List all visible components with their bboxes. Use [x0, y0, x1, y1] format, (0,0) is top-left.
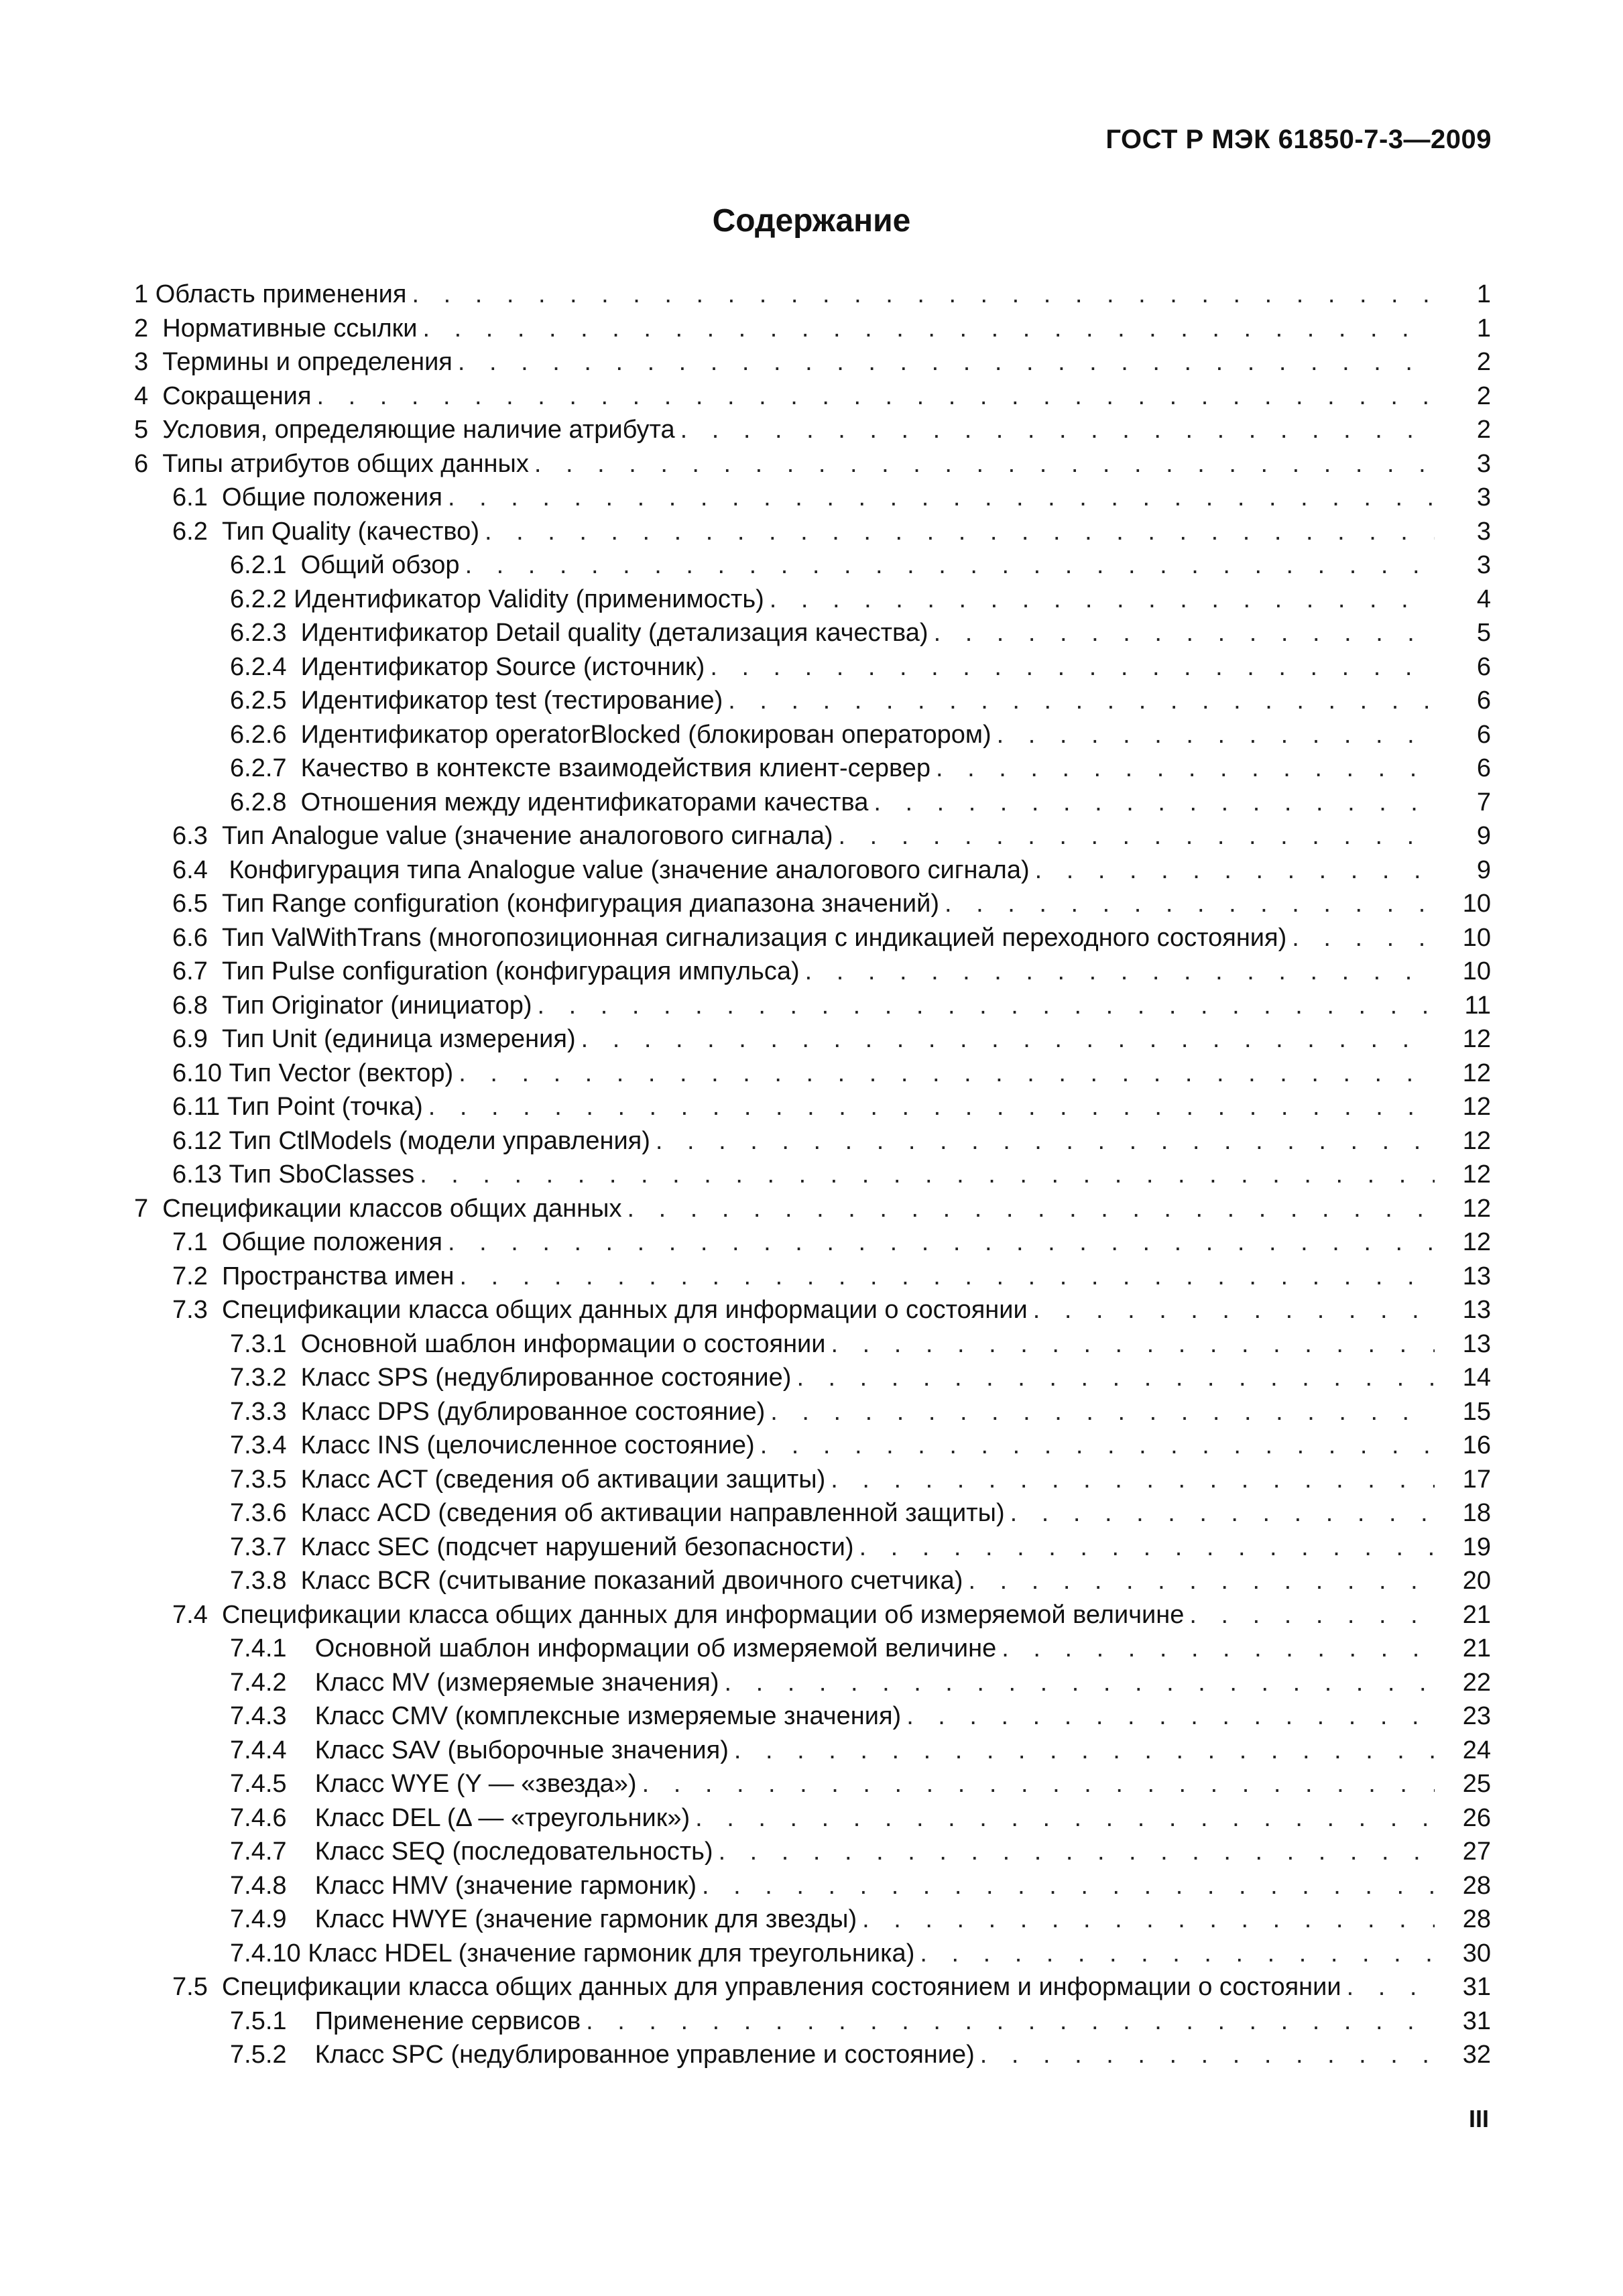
toc-dot-leader: [760, 1429, 1435, 1463]
toc-entry-page: 14: [1462, 1364, 1491, 1392]
toc-dot-leader: [1189, 1598, 1435, 1632]
toc-dot-leader: [465, 548, 1435, 583]
toc-entry[interactable]: [134, 786, 1491, 820]
toc-entry-label: 6.2.3 Идентификатор Detail quality (детализация качества): [230, 619, 928, 647]
toc-entry-page: 4: [1476, 585, 1491, 613]
toc-dot-leader: [448, 481, 1435, 515]
toc-entry-page: 1: [1476, 280, 1491, 308]
toc-entry-page: 3: [1476, 551, 1491, 579]
toc-entry-label: 7.3.4 Класс INS (целочисленное состояние): [230, 1431, 755, 1459]
toc-entry[interactable]: [134, 1902, 1491, 1937]
toc-dot-leader: [642, 1767, 1435, 1801]
toc-entry-label: 7.3 Спецификации класса общих данных для информации о состоянии: [172, 1296, 1028, 1324]
toc-entry-label: 7.3.5 Класс ACT (сведения об активации защиты): [230, 1465, 826, 1494]
toc-entry-label: 6.7 Тип Pulse configuration (конфигурация импульса): [172, 957, 800, 985]
toc-entry[interactable]: [134, 548, 1491, 583]
toc-dot-leader: [710, 650, 1435, 684]
toc-dot-leader: [1035, 853, 1435, 888]
toc-entry-label: 7.3.2 Класс SPS (недублированное состояние): [230, 1364, 792, 1392]
toc-entry-label: 6.2.7 Качество в контексте взаимодействия клиент-сервер: [230, 754, 930, 782]
toc-dot-leader: [805, 955, 1435, 989]
toc-dot-leader: [485, 515, 1435, 549]
toc-entry[interactable]: [134, 1530, 1491, 1565]
toc-entry-label: 6 Типы атрибутов общих данных: [134, 449, 529, 478]
toc-dot-leader: [534, 447, 1435, 481]
toc-entry[interactable]: [134, 1632, 1491, 1666]
toc-dot-leader: [770, 583, 1435, 617]
toc-entry-page: 2: [1476, 381, 1491, 410]
toc-dot-leader: [538, 989, 1435, 1023]
page-title: Содержание: [712, 203, 911, 239]
toc-dot-leader: [1292, 921, 1435, 955]
toc-entry-page: 6: [1476, 754, 1491, 782]
toc-dot-leader: [725, 1666, 1435, 1700]
toc-dot-leader: [1010, 1496, 1435, 1530]
toc-entry-page: 7: [1476, 788, 1491, 817]
toc-entry[interactable]: [134, 515, 1491, 549]
toc-entry[interactable]: [134, 1699, 1491, 1734]
toc-entry-page: 28: [1462, 1905, 1491, 1933]
toc-dot-leader: [680, 413, 1435, 447]
toc-entry-page: 15: [1462, 1397, 1491, 1426]
toc-entry-page: 2: [1476, 416, 1491, 444]
toc-entry[interactable]: [134, 1937, 1491, 1971]
toc-entry[interactable]: [134, 1666, 1491, 1700]
toc-entry-page: 13: [1462, 1262, 1491, 1290]
toc-entry-label: 7.1 Общие положения: [172, 1228, 442, 1256]
toc-dot-leader: [734, 1734, 1435, 1768]
toc-entry-page: 20: [1462, 1567, 1491, 1595]
toc-entry-label: 5 Условия, определяющие наличие атрибута: [134, 416, 675, 444]
toc-entry-label: 7.4.3 Класс CMV (комплексные измеряемые значения): [230, 1702, 902, 1730]
toc-entry-label: 6.8 Тип Originator (инициатор): [172, 991, 532, 1020]
toc-entry-page: 12: [1462, 1126, 1491, 1155]
toc-entry[interactable]: [134, 616, 1491, 650]
toc-entry-page: 21: [1462, 1634, 1491, 1663]
toc-entry-label: 7.4 Спецификации класса общих данных для информации об измеряемой величине: [172, 1600, 1185, 1629]
toc-dot-leader: [934, 616, 1435, 650]
toc-entry-label: 7.4.9 Класс HWYE (значение гармоник для звезды): [230, 1905, 857, 1933]
toc-entry-label: 4 Сокращения: [134, 381, 312, 410]
toc-dot-leader: [906, 1699, 1435, 1734]
toc-entry-label: 6.2.5 Идентификатор test (тестирование): [230, 686, 723, 715]
toc-dot-leader: [796, 1361, 1435, 1395]
toc-dot-leader: [656, 1124, 1435, 1158]
toc-entry[interactable]: [134, 684, 1491, 718]
toc-dot-leader: [874, 786, 1435, 820]
toc-entry-label: 6.6 Тип ValWithTrans (многопозиционная сигнализация с индикацией переходного состояния): [172, 923, 1287, 952]
toc-entry-page: 19: [1462, 1532, 1491, 1561]
toc-entry[interactable]: [134, 1463, 1491, 1497]
toc-entry-label: 6.11 Тип Point (точка): [172, 1093, 423, 1121]
toc-entry-page: 23: [1462, 1702, 1491, 1730]
toc-entry-label: 6.9 Тип Unit (единица измерения): [172, 1025, 576, 1053]
toc-dot-leader: [945, 887, 1435, 921]
toc-entry-label: 6.10 Тип Vector (вектор): [172, 1059, 454, 1087]
toc-dot-leader: [1347, 1970, 1435, 2004]
toc-entry-label: 7.4.4 Класс SAV (выборочные значения): [230, 1736, 729, 1764]
toc-entry[interactable]: [134, 1395, 1491, 1429]
toc-entry-page: 5: [1476, 619, 1491, 647]
toc-entry-page: 24: [1462, 1736, 1491, 1764]
toc-entry-label: 7.4.10 Класс HDEL (значение гармоник для треугольника): [230, 1939, 915, 1968]
toc-dot-leader: [719, 1835, 1435, 1869]
toc-dot-leader: [831, 1463, 1435, 1497]
toc-entry[interactable]: [134, 1734, 1491, 1768]
toc-dot-leader: [839, 819, 1435, 853]
toc-entry-page: 18: [1462, 1499, 1491, 1527]
toc-entry-label: 7.3.8 Класс BCR (считывание показаний двоичного счетчика): [230, 1567, 963, 1595]
toc-entry-label: 6.3 Тип Analogue value (значение аналогового сигнала): [172, 822, 833, 850]
standard-code-header: ГОСТ Р МЭК 61850-7-3—2009: [1105, 125, 1492, 154]
toc-dot-leader: [1002, 1632, 1435, 1666]
toc-entry[interactable]: [134, 1869, 1491, 1903]
toc-dot-leader: [770, 1395, 1435, 1429]
toc-entry-page: 13: [1462, 1296, 1491, 1324]
toc-entry-page: 26: [1462, 1803, 1491, 1832]
toc-entry-label: 6.5 Тип Range configuration (конфигурация диапазона значений): [172, 890, 940, 918]
toc-entry-page: 25: [1462, 1770, 1491, 1798]
toc-entry-label: 7.3.1 Основной шаблон информации о состоянии: [230, 1329, 826, 1358]
toc-entry-page: 12: [1462, 1160, 1491, 1189]
toc-entry-page: 10: [1462, 923, 1491, 952]
toc-dot-leader: [428, 1090, 1435, 1124]
toc-dot-leader: [920, 1937, 1435, 1971]
toc-dot-leader: [581, 1022, 1435, 1056]
toc-dot-leader: [586, 2004, 1435, 2039]
toc-entry-label: 7.5 Спецификации класса общих данных для управления состоянием и информации о состоянии: [172, 1973, 1341, 2001]
toc-entry-page: 9: [1476, 855, 1491, 884]
toc-entry[interactable]: [134, 312, 1491, 346]
toc-entry-page: 6: [1476, 686, 1491, 715]
toc-entry-page: 3: [1476, 449, 1491, 478]
toc-entry-page: 3: [1476, 483, 1491, 511]
toc-entry-label: 7.4.5 Класс WYE (Y — «звезда»): [230, 1770, 637, 1798]
toc-dot-leader: [459, 1056, 1435, 1091]
toc-entry[interactable]: [134, 481, 1491, 515]
toc-entry[interactable]: [134, 1496, 1491, 1530]
page-number: III: [1468, 2105, 1489, 2132]
toc-dot-leader: [627, 1192, 1435, 1226]
toc-entry-label: 6.2.1 Общий обзор: [230, 551, 460, 579]
toc-entry-label: 7.4.8 Класс HMV (значение гармоник): [230, 1871, 697, 1900]
toc-entry[interactable]: [134, 1835, 1491, 1869]
toc-entry-label: 6.4 Конфигурация типа Analogue value (значение аналогового сигнала): [172, 855, 1030, 884]
toc-entry[interactable]: [134, 2004, 1491, 2039]
toc-entry-page: 16: [1462, 1431, 1491, 1459]
toc-dot-leader: [862, 1902, 1435, 1937]
toc-entry[interactable]: [134, 1970, 1491, 2004]
toc-entry-page: 27: [1462, 1837, 1491, 1866]
toc-entry-page: 9: [1476, 822, 1491, 850]
toc-entry-page: 13: [1462, 1329, 1491, 1358]
toc-dot-leader: [728, 684, 1435, 718]
toc-dot-leader: [420, 1158, 1435, 1192]
toc-entry-page: 32: [1462, 2041, 1491, 2069]
toc-dot-leader: [702, 1869, 1435, 1903]
toc-entry[interactable]: [134, 1293, 1491, 1327]
toc-entry-label: 6.2.2 Идентификатор Validity (применимость): [230, 585, 764, 613]
toc-entry-label: 1 Область применения: [134, 280, 407, 308]
toc-entry[interactable]: [134, 1225, 1491, 1260]
toc-entry-label: 7.4.2 Класс MV (измеряемые значения): [230, 1668, 719, 1697]
toc-entry[interactable]: [134, 718, 1491, 752]
toc-entry-page: 12: [1462, 1093, 1491, 1121]
toc-entry[interactable]: [134, 1192, 1491, 1226]
toc-entry-label: 6.1 Общие положения: [172, 483, 442, 511]
toc-entry-page: 31: [1462, 1973, 1491, 2001]
toc-entry-page: 31: [1462, 2006, 1491, 2035]
toc-entry-label: 3 Термины и определения: [134, 348, 453, 376]
toc-entry-label: 6.2.6 Идентификатор operatorBlocked (блокирован оператором): [230, 720, 991, 749]
toc-entry-page: 3: [1476, 517, 1491, 546]
toc-entry-label: 6.2.4 Идентификатор Source (источник): [230, 652, 705, 681]
toc-entry-label: 7.3.6 Класс ACD (сведения об активации направленной защиты): [230, 1499, 1005, 1527]
toc-entry[interactable]: [134, 1090, 1491, 1124]
toc-entry-page: 10: [1462, 890, 1491, 918]
toc-entry-page: 11: [1464, 991, 1491, 1020]
toc-entry[interactable]: [134, 447, 1491, 481]
toc-entry[interactable]: [134, 379, 1491, 414]
toc-entry-page: 21: [1462, 1600, 1491, 1629]
toc-entry-page: 30: [1462, 1939, 1491, 1968]
toc-dot-leader: [423, 312, 1435, 346]
toc-entry[interactable]: [134, 1056, 1491, 1091]
toc-entry-label: 7.5.2 Класс SPC (недублированное управление и состояние): [230, 2041, 975, 2069]
toc-entry[interactable]: [134, 1598, 1491, 1632]
toc-entry[interactable]: [134, 853, 1491, 888]
toc-dot-leader: [448, 1225, 1435, 1260]
toc-dot-leader: [936, 751, 1435, 786]
toc-entry-label: 7.2 Пространства имен: [172, 1262, 455, 1290]
toc-dot-leader: [412, 278, 1435, 312]
toc-entry[interactable]: [134, 1361, 1491, 1395]
toc-entry-label: 7.4.6 Класс DEL (Δ — «треугольник»): [230, 1803, 690, 1832]
toc-dot-leader: [859, 1530, 1435, 1565]
toc-entry-label: 6.2 Тип Quality (качество): [172, 517, 479, 546]
toc-entry-page: 10: [1462, 957, 1491, 985]
table-of-contents: [134, 278, 1491, 2072]
toc-entry-page: 12: [1462, 1228, 1491, 1256]
toc-entry-label: 6.2.8 Отношения между идентификаторами качества: [230, 788, 869, 817]
toc-entry[interactable]: [134, 955, 1491, 989]
toc-entry[interactable]: [134, 583, 1491, 617]
toc-entry[interactable]: [134, 887, 1491, 921]
toc-entry[interactable]: [134, 1260, 1491, 1294]
toc-entry-label: 6.12 Тип CtlModels (модели управления): [172, 1126, 650, 1155]
toc-entry[interactable]: [134, 345, 1491, 379]
toc-dot-leader: [831, 1327, 1435, 1362]
toc-entry-page: 22: [1462, 1668, 1491, 1697]
toc-entry-label: 7.4.7 Класс SEQ (последовательность): [230, 1837, 713, 1866]
toc-entry[interactable]: [134, 2038, 1491, 2072]
toc-entry[interactable]: [134, 1429, 1491, 1463]
toc-entry[interactable]: [134, 751, 1491, 786]
toc-dot-leader: [316, 379, 1435, 414]
toc-entry-label: 6.13 Тип SboClasses: [172, 1160, 415, 1189]
toc-entry-page: 1: [1476, 314, 1491, 343]
toc-entry[interactable]: [134, 819, 1491, 853]
toc-entry[interactable]: [134, 1158, 1491, 1192]
toc-entry[interactable]: [134, 1022, 1491, 1056]
toc-entry[interactable]: [134, 1564, 1491, 1598]
toc-entry-page: 2: [1476, 348, 1491, 376]
toc-dot-leader: [1033, 1293, 1435, 1327]
toc-entry[interactable]: [134, 413, 1491, 447]
toc-dot-leader: [980, 2038, 1435, 2072]
toc-dot-leader: [458, 345, 1435, 379]
toc-entry-page: 6: [1476, 720, 1491, 749]
toc-entry[interactable]: [134, 1801, 1491, 1835]
toc-entry[interactable]: [134, 278, 1491, 312]
toc-dot-leader: [695, 1801, 1435, 1835]
toc-entry[interactable]: [134, 650, 1491, 684]
toc-entry-page: 12: [1462, 1194, 1491, 1223]
toc-entry-page: 12: [1462, 1025, 1491, 1053]
toc-dot-leader: [460, 1260, 1435, 1294]
toc-entry-label: 7 Спецификации классов общих данных: [134, 1194, 622, 1223]
toc-entry-page: 28: [1462, 1871, 1491, 1900]
toc-dot-leader: [997, 718, 1435, 752]
toc-dot-leader: [968, 1564, 1435, 1598]
toc-entry-label: 7.3.7 Класс SEC (подсчет нарушений безопасности): [230, 1532, 854, 1561]
toc-entry-page: 6: [1476, 652, 1491, 681]
toc-entry-label: 7.3.3 Класс DPS (дублированное состояние): [230, 1397, 766, 1426]
toc-entry[interactable]: [134, 921, 1491, 955]
toc-entry[interactable]: [134, 1327, 1491, 1362]
toc-entry-page: 12: [1462, 1059, 1491, 1087]
toc-entry-label: 7.4.1 Основной шаблон информации об измеряемой величине: [230, 1634, 997, 1663]
toc-entry[interactable]: [134, 989, 1491, 1023]
toc-entry[interactable]: [134, 1767, 1491, 1801]
toc-entry[interactable]: [134, 1124, 1491, 1158]
toc-entry-label: 2 Нормативные ссылки: [134, 314, 418, 343]
toc-entry-page: 17: [1462, 1465, 1491, 1494]
toc-entry-label: 7.5.1 Применение сервисов: [230, 2006, 581, 2035]
